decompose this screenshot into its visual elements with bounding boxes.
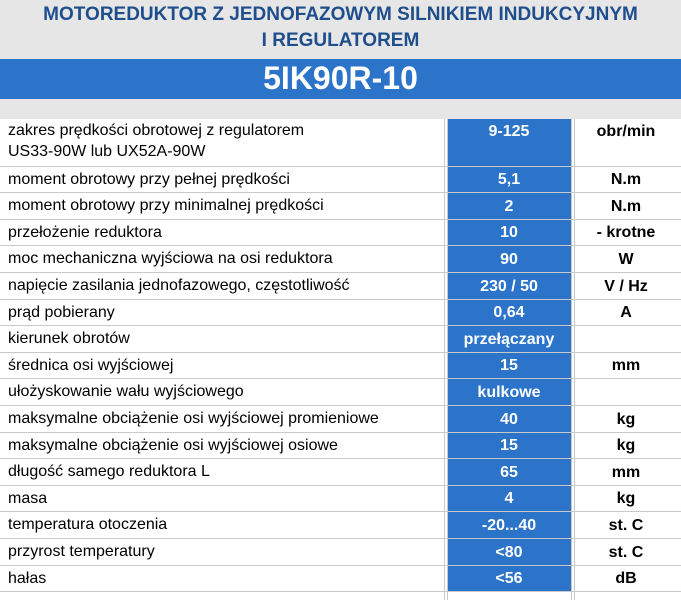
spec-label (8, 326, 438, 353)
spec-row (0, 379, 681, 406)
spec-unit: obr/min (596, 123, 656, 140)
spec-unit: mm (611, 464, 641, 481)
spec-value: 65 (500, 464, 518, 481)
column-divider (447, 119, 448, 600)
spec-label-text: hałas (8, 570, 47, 587)
spec-unit: N.m (610, 198, 642, 215)
spec-value: <56 (495, 570, 523, 587)
spec-row (0, 353, 681, 379)
title-line-1: MOTOREDUKTOR Z JEDNOFAZOWYM SILNIKIEM INDUKCYJNYM (43, 4, 638, 25)
spec-label (8, 486, 438, 512)
spec-label-text: przełożenie reduktora (8, 224, 162, 241)
spec-label-text: przyrost temperatury (8, 543, 155, 560)
spec-label-text: kierunek obrotów (8, 330, 130, 347)
column-divider (571, 119, 572, 600)
spec-label-text: długość samego reduktora L (8, 463, 210, 480)
spec-row (0, 406, 681, 433)
spec-value: 9-125 (488, 123, 530, 140)
spec-label-text: moc mechaniczna wyjściowa na osi reduktora (8, 250, 333, 267)
title-line-2: I REGULATOREM (261, 30, 420, 51)
spec-label (8, 300, 438, 326)
spec-value: 0,64 (493, 304, 525, 321)
spec-value: 2 (504, 198, 514, 215)
spec-value: 15 (500, 357, 518, 374)
spec-label (8, 193, 438, 220)
spec-label-text: temperatura otoczenia (8, 516, 168, 533)
spec-value: 4 (504, 490, 514, 507)
spec-label (8, 246, 438, 273)
spec-value: 5,1 (497, 171, 521, 188)
spec-row (0, 246, 681, 273)
spec-row (0, 486, 681, 512)
spec-row (0, 539, 681, 566)
spec-unit: - krotne (596, 224, 656, 241)
spec-row (0, 300, 681, 326)
spec-label (8, 167, 438, 193)
spec-unit (571, 379, 681, 406)
spec-label (8, 433, 438, 459)
spec-label (8, 353, 438, 379)
spec-value: 230 / 50 (480, 278, 538, 295)
spec-label-text: moment obrotowy przy pełnej prędkości (8, 171, 290, 188)
spec-unit: kg (616, 490, 636, 507)
spec-row (0, 433, 681, 459)
column-divider (574, 119, 575, 600)
spec-label (8, 220, 438, 246)
spec-unit: N.m (610, 171, 642, 188)
spec-label-text: maksymalne obciążenie osi wyjściowej osiowe (8, 437, 338, 454)
spec-label (8, 379, 438, 406)
spec-row (0, 167, 681, 193)
spec-row (0, 459, 681, 486)
spec-label-line-1: zakres prędkości obrotowej z regulatorem (8, 122, 305, 139)
spec-value: 15 (500, 437, 518, 454)
column-divider (444, 119, 445, 600)
spec-label-text: moment obrotowy przy minimalnej prędkości (8, 197, 324, 214)
spec-value: 40 (500, 411, 518, 428)
spec-label (8, 566, 438, 592)
spec-row (0, 273, 681, 300)
spec-value: 90 (500, 251, 518, 268)
spacer (0, 99, 681, 119)
spec-row (0, 326, 681, 353)
spec-label-text: średnica osi wyjściowej (8, 357, 174, 374)
spec-value: kulkowe (477, 384, 541, 401)
spec-value: <80 (495, 544, 523, 561)
spec-unit: mm (611, 357, 641, 374)
spec-unit: W (618, 251, 634, 268)
spec-label-text: masa (8, 490, 48, 507)
model-name: 5IK90R-10 (263, 60, 418, 96)
spec-value: -20...40 (481, 517, 537, 534)
spec-label (8, 459, 438, 486)
spec-label-text: prąd pobierany (8, 304, 115, 321)
spec-label (8, 119, 438, 167)
spec-label (8, 539, 438, 566)
spec-unit: st. C (608, 544, 644, 561)
spec-row (0, 566, 681, 592)
spec-unit: kg (616, 437, 636, 454)
spec-row (0, 193, 681, 220)
spec-row (0, 512, 681, 539)
title-block (0, 0, 681, 58)
spec-label (8, 512, 438, 539)
spec-unit: st. C (608, 517, 644, 534)
spec-label-text: maksymalne obciążenie osi wyjściowej promieniowe (8, 410, 379, 427)
spec-label (8, 273, 438, 300)
spec-label-line-2: US33-90W lub UX52A-90W (8, 143, 206, 160)
spec-unit: V / Hz (604, 278, 648, 295)
row-divider (0, 591, 681, 592)
spec-label-text: ułożyskowanie wału wyjściowego (8, 383, 244, 400)
spec-value: 10 (500, 224, 518, 241)
spec-unit (571, 326, 681, 353)
spec-unit: A (620, 304, 632, 321)
spec-row (0, 119, 681, 167)
spec-unit: dB (615, 570, 637, 587)
spec-label (8, 406, 438, 433)
spec-row (0, 220, 681, 246)
spec-unit: kg (616, 411, 636, 428)
spec-label-text: napięcie zasilania jednofazowego, częstotliwość (8, 277, 350, 294)
spec-value: przełączany (463, 331, 555, 348)
